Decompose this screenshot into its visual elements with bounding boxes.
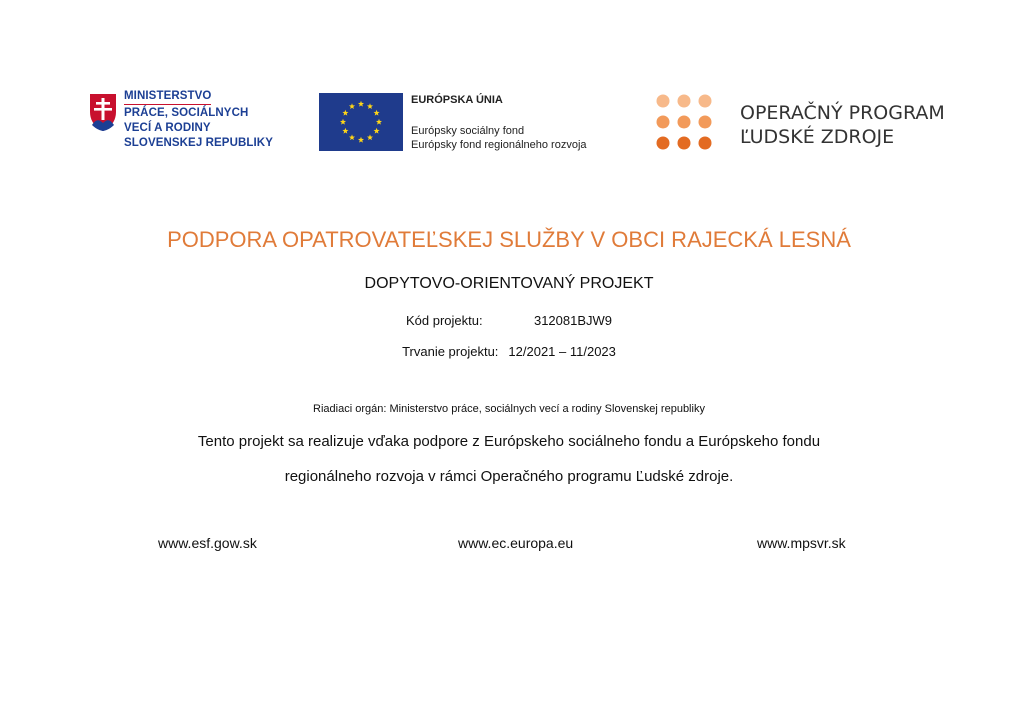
project-code-value: 312081BJW9 bbox=[533, 313, 613, 328]
eu-title: EURÓPSKA ÚNIA bbox=[411, 94, 503, 106]
eu-fund-social: Európsky sociálny fond bbox=[411, 125, 525, 137]
managing-authority: Riadiaci orgán: Ministerstvo práce, sociálnych vecí a rodiny Slovenskej republiky bbox=[313, 403, 705, 415]
ministry-line-1: MINISTERSTVO bbox=[124, 89, 211, 105]
orange-dots-icon bbox=[655, 93, 715, 153]
project-code-label: Kód projektu: bbox=[405, 313, 483, 328]
link-esf[interactable]: www.esf.gow.sk bbox=[158, 535, 257, 551]
eu-logo bbox=[319, 93, 619, 153]
logo-row bbox=[0, 0, 1018, 170]
project-duration-value: 12/2021 – 11/2023 bbox=[508, 344, 616, 359]
slovak-coat-of-arms-icon bbox=[88, 92, 118, 132]
link-mpsvr[interactable]: www.mpsvr.sk bbox=[757, 535, 846, 551]
ministry-logo bbox=[88, 88, 288, 154]
link-ec-europa[interactable]: www.ec.europa.eu bbox=[458, 535, 574, 551]
project-title: PODPORA OPATROVATEĽSKEJ SLUŽBY V OBCI RAJECKÁ LESNÁ bbox=[167, 227, 851, 252]
project-description-line-1: Tento projekt sa realizuje vďaka podpore z Európskeho sociálneho fondu a Európskeho fondu bbox=[197, 433, 821, 450]
project-type: DOPYTOVO-ORIENTOVANÝ PROJEKT bbox=[364, 275, 654, 292]
eu-funds bbox=[411, 124, 587, 152]
op-line-1: OPERAČNÝ PROGRAM bbox=[740, 102, 945, 124]
project-code bbox=[0, 313, 1018, 328]
eu-fund-regional: Európsky fond regionálneho rozvoja bbox=[411, 139, 587, 151]
project-description-line-2: regionálneho rozvoja v rámci Operačného programu Ľudské zdroje. bbox=[284, 468, 734, 485]
eu-flag-icon bbox=[319, 93, 403, 151]
ministry-name bbox=[124, 89, 273, 151]
ministry-line-2: PRÁCE, SOCIÁLNYCH bbox=[124, 107, 249, 119]
ministry-line-4: SLOVENSKEJ REPUBLIKY bbox=[124, 137, 273, 149]
project-duration-label: Trvanie projektu: bbox=[402, 344, 499, 359]
op-line-2: ĽUDSKÉ ZDROJE bbox=[740, 126, 895, 148]
op-name bbox=[740, 101, 945, 149]
op-logo bbox=[655, 93, 955, 155]
project-duration bbox=[0, 344, 1018, 359]
ministry-line-3: VECÍ A RODINY bbox=[124, 122, 211, 134]
